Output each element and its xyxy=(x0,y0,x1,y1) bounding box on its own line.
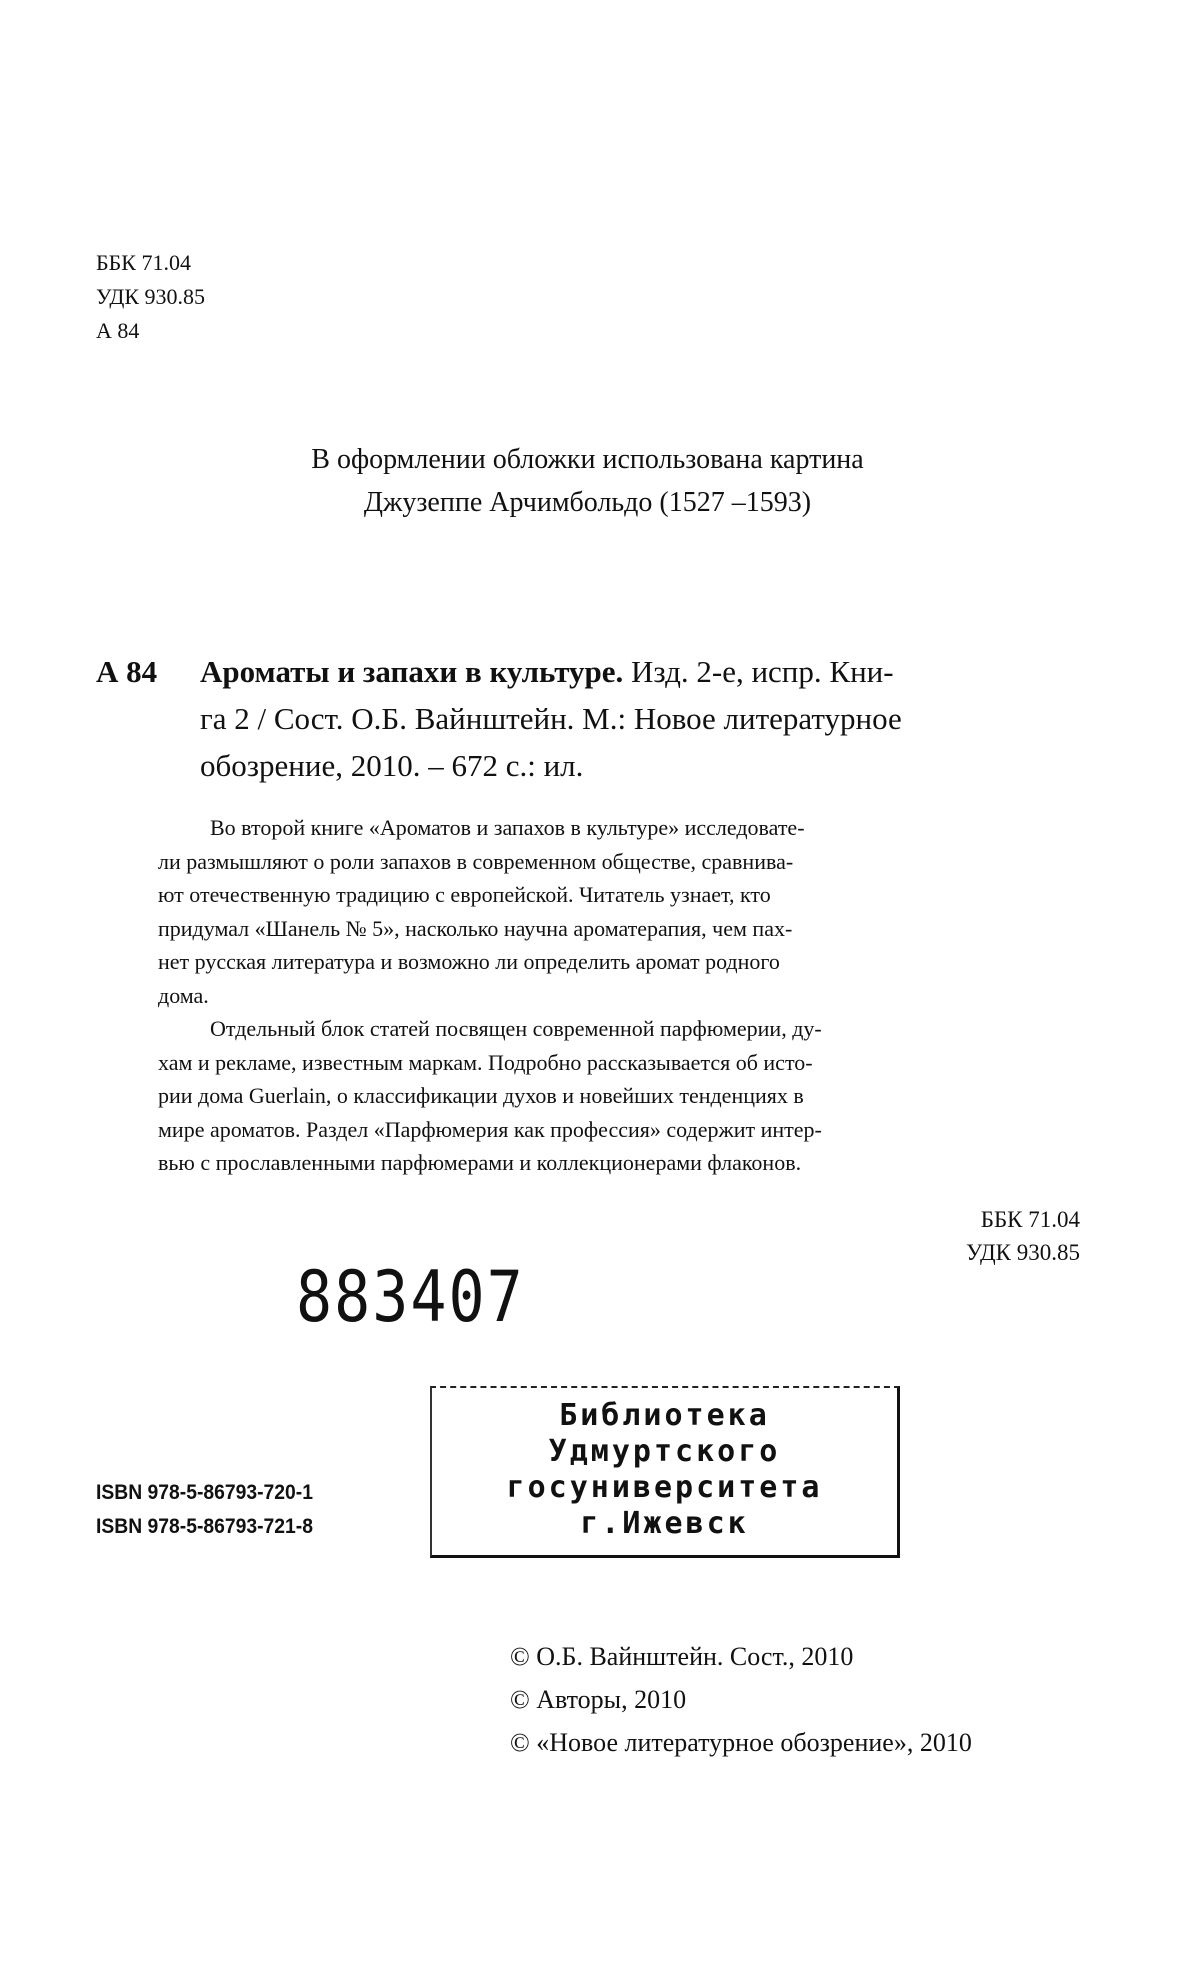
cover-note-line: Джузеппе Арчимбольдо (1527 –1593) xyxy=(363,487,812,518)
annotation-line: ют отечественную традицию с европейской. Читатель узнает, кто xyxy=(158,882,771,907)
udk-code: УДК 930.85 xyxy=(966,1240,1080,1265)
bbk-code: ББК 71.04 xyxy=(980,1207,1080,1232)
annotation-line: мире ароматов. Раздел «Парфюмерия как профессия» содержит интер- xyxy=(158,1116,822,1142)
stamp-line: Библиотека xyxy=(559,1398,770,1433)
bibliographic-text: Изд. 2-е, испр. Кни- xyxy=(623,654,894,689)
isbn-line: ISBN 978-5-86793-720-1 xyxy=(96,1481,313,1504)
classification-top xyxy=(96,246,205,348)
library-stamp xyxy=(430,1386,900,1558)
cover-note xyxy=(0,438,1175,524)
annotation-line: рии дома Guerlain, о классификации духов и новейших тенденциях в xyxy=(158,1083,804,1108)
annotation-line: вью с прославленными парфюмерами и коллекционерами флаконов. xyxy=(158,1150,802,1175)
bibliographic-line: обозрение, 2010. – 672 с.: ил. xyxy=(200,748,584,783)
bibliographic-entry xyxy=(200,648,1100,789)
annotation xyxy=(158,811,1032,1180)
copyright-line: © «Новое литературное обозрение», 2010 xyxy=(510,1728,972,1757)
bbk-code: ББК 71.04 xyxy=(96,250,191,275)
classification-bottom xyxy=(966,1203,1080,1269)
book-title: Ароматы и запахи в культуре. xyxy=(200,654,624,689)
annotation-line: ли размышляют о роли запахов в современном обществе, сравнива- xyxy=(158,848,794,874)
inventory-number: 883407 xyxy=(296,1256,525,1339)
annotation-line: хам и рекламе, известным маркам. Подробно рассказывается об исто- xyxy=(158,1049,813,1075)
bibliographic-code: А 84 xyxy=(96,654,158,689)
annotation-line: Во второй книге «Ароматов и запахов в культуре» исследовате- xyxy=(210,815,805,840)
annotation-line: нет русская литература и возможно ли определить аромат родного xyxy=(158,949,780,974)
isbn-block xyxy=(96,1476,313,1544)
annotation-line: дома. xyxy=(158,982,209,1008)
bibliographic-line: га 2 / Сост. О.Б. Вайнштейн. М.: Новое литературное xyxy=(200,701,902,736)
author-mark: А 84 xyxy=(96,318,140,343)
stamp-line: Удмуртского xyxy=(548,1434,781,1469)
isbn-line: ISBN 978-5-86793-721-8 xyxy=(96,1515,313,1538)
cover-note-line: В оформлении обложки использована картина xyxy=(311,444,864,475)
bibliographic-line xyxy=(200,648,1100,695)
annotation-line: Отдельный блок статей посвящен современной парфюмерии, ду- xyxy=(210,1016,822,1041)
stamp-text xyxy=(432,1398,897,1542)
copyright-line: © О.Б. Вайнштейн. Сост., 2010 xyxy=(510,1642,854,1671)
annotation-line: придумал «Шанель № 5», насколько научна ароматерапия, чем пах- xyxy=(158,915,793,941)
stamp-line: госуниверситета xyxy=(506,1470,823,1505)
udk-code: УДК 930.85 xyxy=(96,284,206,309)
stamp-line: г.Ижевск xyxy=(580,1506,749,1541)
copyright-line: © Авторы, 2010 xyxy=(510,1685,687,1714)
copyright-block xyxy=(510,1635,972,1764)
